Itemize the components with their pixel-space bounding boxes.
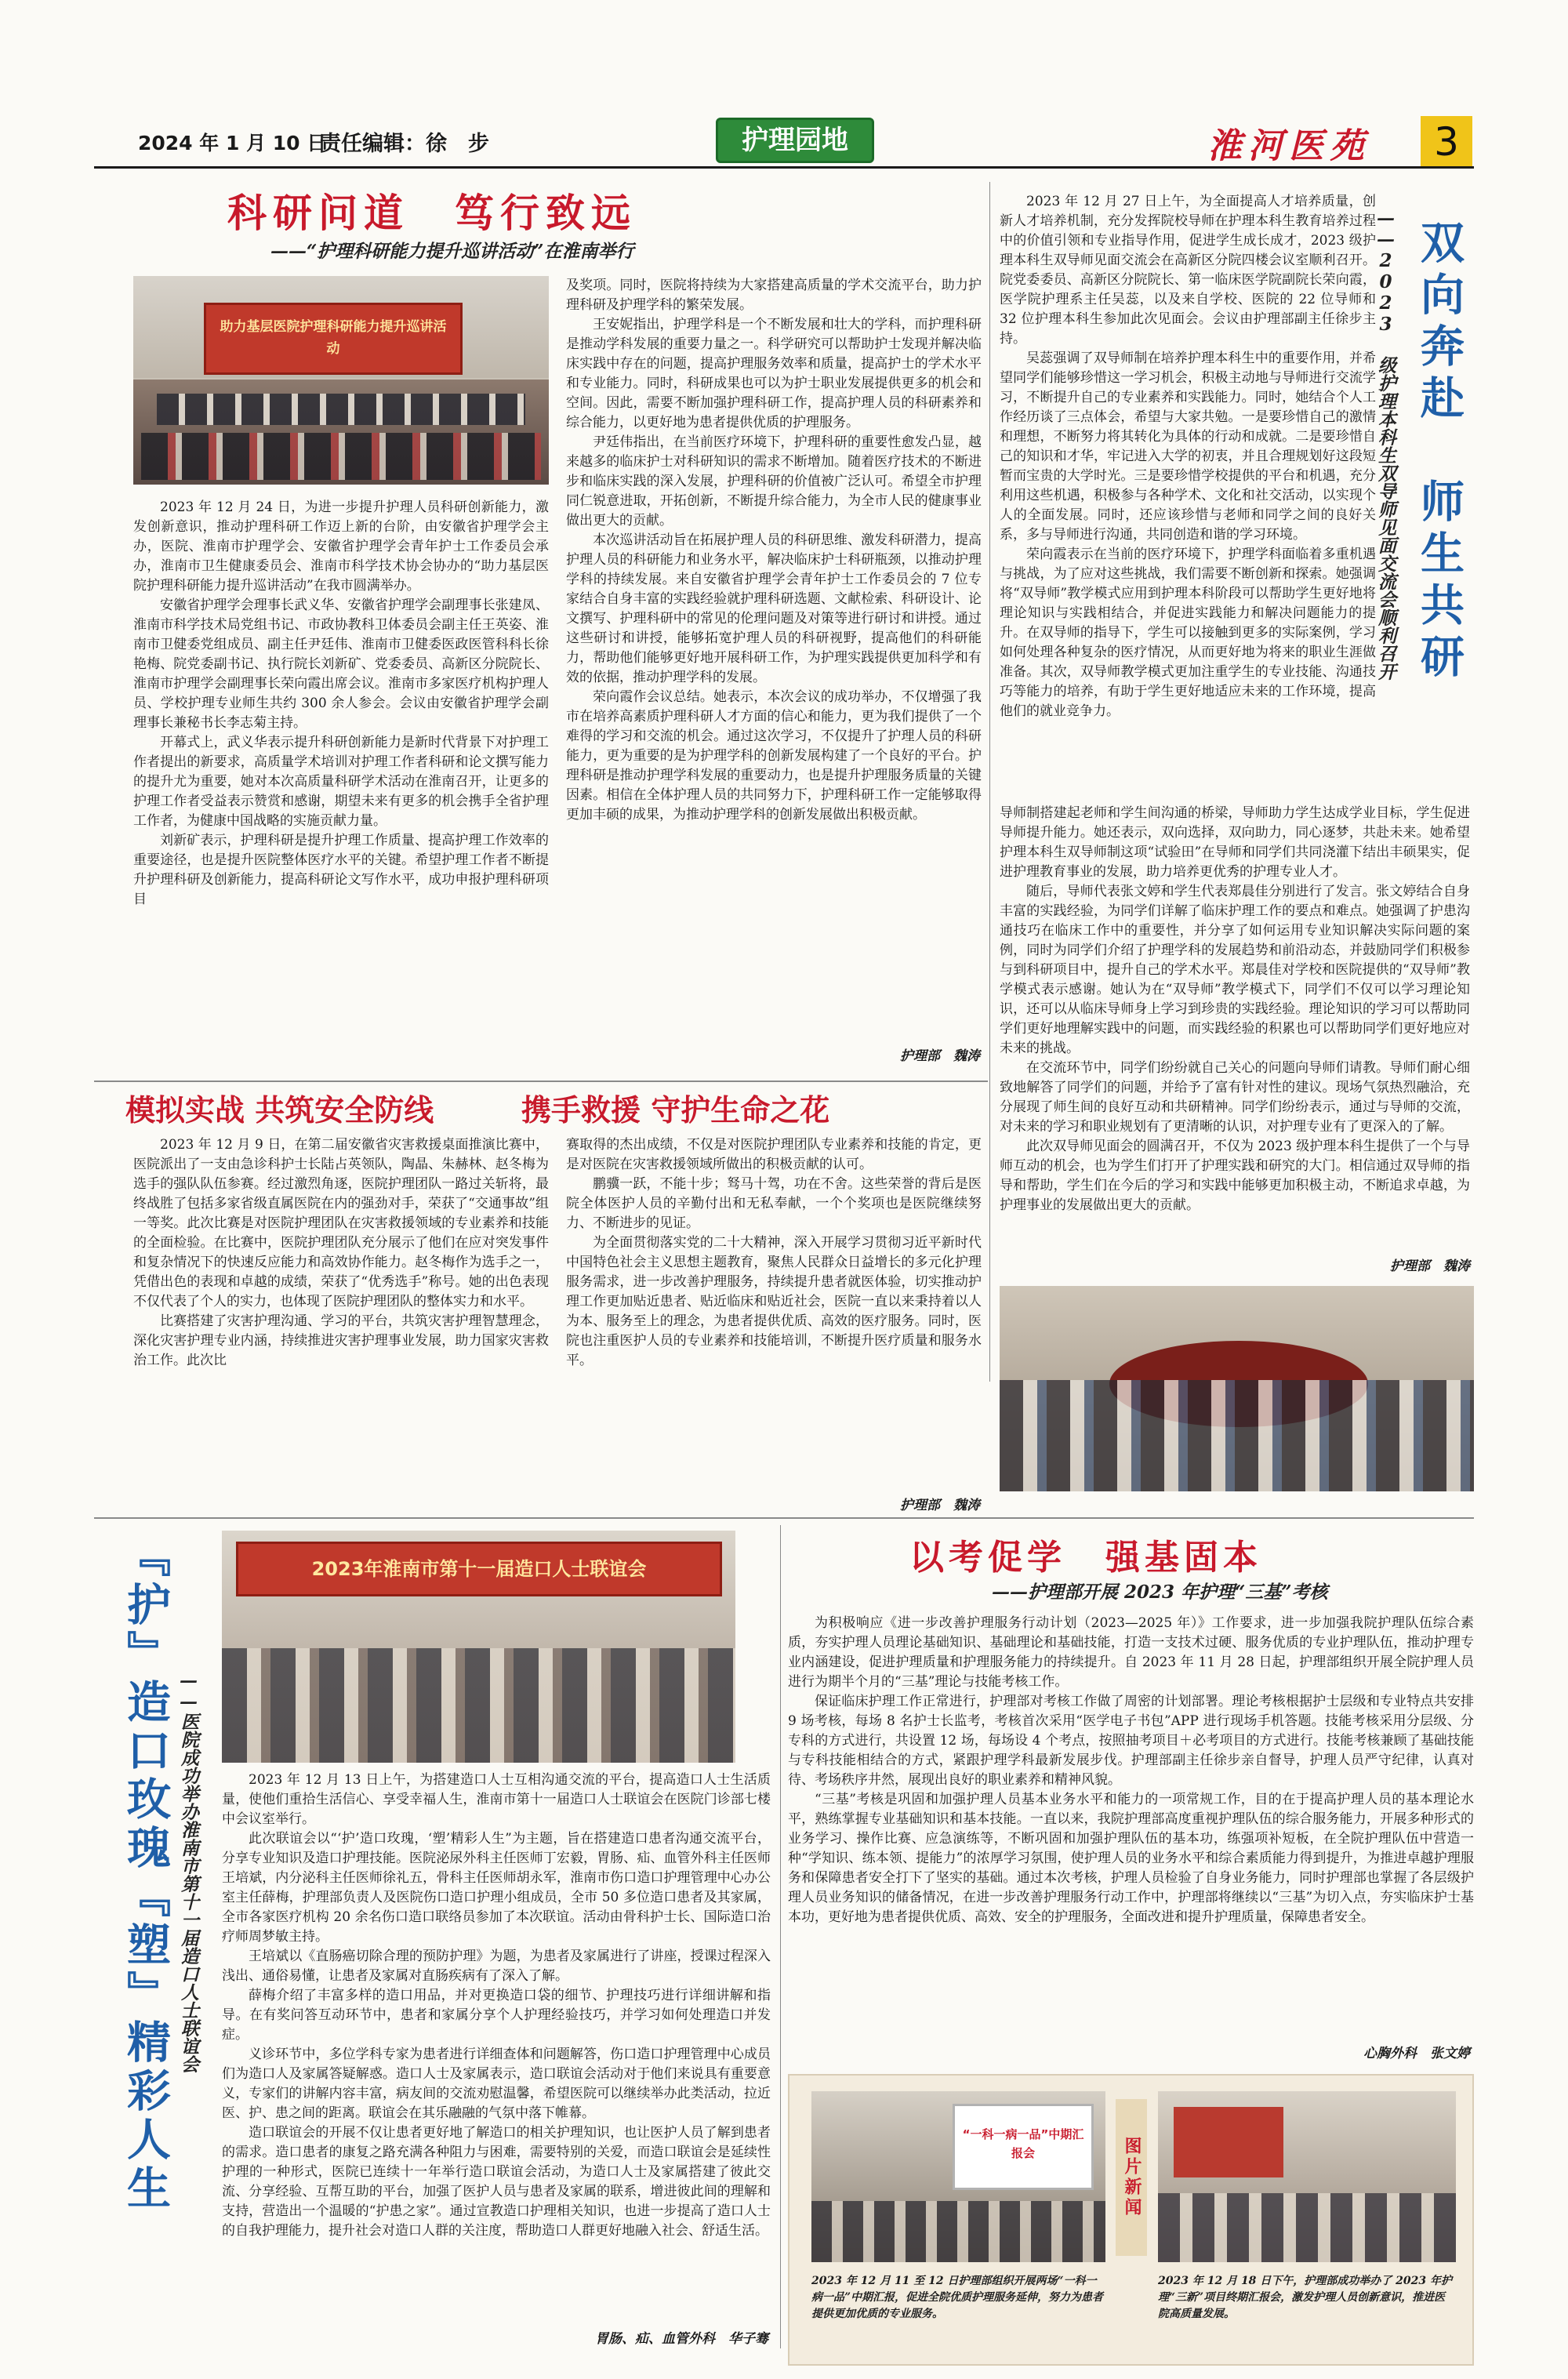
research-col-1 — [133, 498, 549, 1070]
mentor-bottom-text — [1000, 804, 1470, 1239]
paragraph: 2023 年 12 月 24 日，为进一步提升护理人员科研创新能力，激发创新意识，推动护理科研工作迈上新的台阶，由安徽省护理学会主办，医院、淮南市护理学会、安徽省护理学会青年护士工作委员会承办，淮南市卫生健康委员会、淮南市科学技术协会协办的“助力基层医院护理科研能力提升巡讲活动”在我市圆满举办。 — [133, 499, 549, 594]
paragraph: 2023 年 12 月 27 日上午，为全面提高人才培养质量，创新人才培养机制，充分发挥院校导师在护理本科生教育培养过程中的价值引领和专业指导作用，促进学生成长成才，2023 级护理本科生双导师见面交流会在高新区分院四楼会议室顺利召开。院党委委员、高新区分院院长、第一临床医学院副院长荣向霞，医学院护理系主任吴蕊，以及来自学校、医院的 22 位导师和 32 位护理本科生参加此次见面会。会议由护理部副主任徐步主持。 — [1000, 194, 1376, 347]
exam-title: 以考促学 强基固本 — [909, 1538, 1262, 1578]
masthead-bar — [0, 0, 1568, 165]
paragraph: 安徽省护理学会理事长武义华、安徽省护理学会副理事长张建凤、淮南市科学技术局党组书记、市政协教科卫体委员会副主任王英姿、淮南市卫健委党组成员、副主任尹廷伟、淮南市卫健委医政医管科科长徐艳梅、院党委副书记、执行院长刘新矿、党委委员、高新区分院院长、淮南市护理学会副理事长荣向霞出席会议。淮南市多家医疗机构护理人员、学校护理专业师生共约 300 余人参会。会议由安徽省护理学会副理事长兼秘书长李志菊主持。 — [133, 597, 549, 731]
rescue-signature: 护理部 魏涛 — [900, 1498, 980, 1513]
photo-news-caption-2: 2023 年 12 月 18 日下午，护理部成功举办了 2023 年护理“三新”项目终期汇报会，激发护理人员创新意识，推进医院高质量发展。 — [1158, 2275, 1453, 2320]
paragraph: 此次联谊会以“‘护’造口玫瑰，‘塑’精彩人生”为主题，旨在搭建造口患者沟通交流平台，分享专业知识及造口护理技能。医院泌尿外科主任医师丁宏毅，胃肠、疝、血管外科主任医师王培斌，内分泌科主任医师徐礼五，骨科主任医师胡永军，淮南市伤口造口护理管理中心办公室主任薛梅，护理部负责人及医院伤口造口护理小组成员，全市 50 多位造口患者及其家属，全市各家医疗机构 20 余名伤口造口联络员参加了本次联谊。活动由骨科护士长、国际造口治疗师周梦敏主持。 — [222, 1831, 771, 1945]
paragraph: 鹏骥一跃，不能十步；驽马十驾，功在不舍。这些荣誉的背后是医院全体医护人员的辛勤付出和无私奉献，一个个奖项也是医院继续努力、不断进步的见证。 — [566, 1176, 982, 1231]
mentor-subtitle-vertical: ——2023 级护理本科生双导师见面交流会顺利召开 — [1375, 208, 1396, 681]
paragraph: 本次巡讲活动旨在拓展护理人员的科研思维、激发科研潜力，提高护理人员的科研能力和业务水平，解决临床护士科研瓶颈，以推动护理学科的持续发展。来自安徽省护理学会青年护士工作委员会的 7 位专家结合自身丰富的实践经验就护理科研选题、文献检索、科研设计、论文撰写、护理科研中的常见的伦理问题及对策等进行研讨和讲授。通过这些研讨和讲授，能够拓宽护理人员的科研视野，提高他们的科研能力，帮助他们能够更好地开展科研工作，为护理实践提供更加科学和有效的依据，推动护理学科的发展。 — [566, 532, 982, 685]
research-photo-banner: 助力基层医院护理科研能力提升巡讲活动 — [220, 319, 447, 357]
ostomy-event-photo — [222, 1531, 735, 1763]
paragraph: 尹廷伟指出，在当前医疗环境下，护理科研的重要性愈发凸显，越来越多的临床护士对科研知识的需求不断增加。随着医疗技术的不断进步和临床实践的深入发展，护理科研的价值被广泛认可。希望全市护理同仁锐意进取，开拓创新，不断提升综合能力，为全市人民的健康事业做出更大的贡献。 — [566, 434, 982, 528]
paragraph: 赛取得的杰出成绩，不仅是对医院护理团队专业素养和技能的肯定，更是对医院在灾害救援领域所做出的积极贡献的认可。 — [566, 1137, 982, 1172]
page-number: 3 — [1434, 119, 1459, 165]
paragraph: 薛梅介绍了丰富多样的造口用品，并对更换造口袋的细节、护理技巧进行详细讲解和指导。在有奖问答互动环节中，患者和家属分享个人护理经验技巧，并学习如何处理造口并发症。 — [222, 1988, 771, 2043]
paragraph: 荣向霞表示在当前的医疗环境下，护理学科面临着多重机遇与挑战，为了应对这些挑战，我们需要不断创新和探索。她强调将“双导师”教学模式应用到护理本科阶段可以帮助学生更好地将理论知识与实践相结合，并促进实践能力和解决问题能力的提升。在双导师的指导下，学生可以接触到更多的实际案例，学习如何处理各种复杂的医疗情况，从而更好地为将来的职业生涯做准备。其次，双导师教学模式更加注重学生的专业技能、沟通技巧等能力的培养，有助于学生更好地适应未来的工作环境，提高他们的就业竞争力。 — [1000, 547, 1376, 719]
photo-news-box — [788, 2074, 1474, 2366]
rescue-title: 携手救援 守护生命之花 — [521, 1093, 830, 1128]
ostomy-signature: 胃肠、疝、血管外科 华子骞 — [595, 2331, 768, 2347]
header-rule — [94, 166, 1474, 169]
paragraph: 为积极响应《进一步改善护理服务行动计划（2023—2025 年）》工作要求，进一步加强我院护理队伍综合素质，夯实护理人员理论基础知识、基础理论和基础技能，打造一支技术过硬、服务优质的专业护理队伍，推动护理专业内涵建设，促进护理质量和护理服务能力的持续提升。自 2023 年 11 月 28 日起，护理部组织开展全院护理人员进行为期半个月的“三基”理论与技能考核工作。 — [788, 1615, 1474, 1690]
article-research-subtitle: ——“护理科研能力提升巡讲活动”在淮南举行 — [270, 241, 634, 262]
drill-title: 模拟实战 共筑安全防线 — [125, 1093, 434, 1128]
mentor-title-vertical: 双向奔赴 师生共研 — [1414, 220, 1465, 685]
page-number-box — [1421, 116, 1472, 168]
paragraph: 刘新矿表示，护理科研是提升护理工作质量、提高护理工作效率的重要途径，也是提升医院整体医疗水平的关键。希望护理工作者不断提升护理科研及创新能力，提高科研论文写作水平，成功申报护理科研项目 — [133, 833, 549, 907]
paragraph: 随后，导师代表张文婷和学生代表郑晨佳分别进行了发言。张文婷结合自身丰富的实践经验，为同学们详解了临床护理工作的要点和难点。她强调了护患沟通技巧在临床工作中的重要性，并分享了如何运用专业知识解决实际问题的案例，同时为同学们介绍了护理学科的发展趋势和前沿动态，并鼓励同学们积极参与到科研项目中，提升自己的学术水平。郑晨佳对学校和医院提供的“双导师”教学模式表示感谢。她认为在“双导师”教学模式下，同学们不仅可以学习理论知识，还可以从临床导师身上学习到珍贵的实践经验。理论知识的学习可以帮助同学们更好地理解实践中的问题，而实践经验的积累也可以帮助同学们更好地应对未来的挑战。 — [1000, 884, 1470, 1056]
divider — [780, 1525, 781, 2348]
ostomy-title-vertical: 『护』造口玫瑰『塑』精彩人生 — [120, 1533, 171, 2214]
photo-news-image-1 — [811, 2091, 1105, 2262]
section-label: 护理园地 — [742, 125, 848, 156]
ostomy-text — [222, 1771, 771, 2329]
paragraph: 及奖项。同时，医院将持续为大家搭建高质量的学术交流平台，助力护理科研及护理学科的繁荣发展。 — [566, 278, 982, 313]
research-col-2 — [566, 276, 982, 1044]
exam-signature: 心胸外科 张文婷 — [1363, 2046, 1470, 2061]
paragraph: 荣向霞作会议总结。她表示，本次会议的成功举办，不仅增强了我市在培养高素质护理科研人才方面的信心和能力，更为我们提供了一个难得的学习和交流的机会。通过这次学习，不仅提升了护理人员的科研能力，更为重要的是为护理学科的创新发展构建了一个良好的平台。护理科研是推动护理学科发展的重要动力，也是提升护理服务质量的关键因素。相信在全体护理人员的共同努力下，护理科研工作一定能够取得更加丰硕的成果，为推动护理学科的创新发展做出积极贡献。 — [566, 689, 982, 823]
drill-col-1 — [133, 1135, 549, 1509]
paragraph: 王培斌以《直肠癌切除合理的预防护理》为题，为患者及家属进行了讲座，授课过程深入浅出、通俗易懂，让患者及家属对直肠疾病有了深入了解。 — [222, 1949, 771, 1984]
paragraph: 造口联谊会的开展不仅让患者更好地了解造口的相关护理知识，也让医护人员了解到患者的需求。造口患者的康复之路充满各种阻力与困难，需要特别的关爱，而造口联谊会是延续性护理的一种形式，医院已连续十一年举行造口联谊会活动，为造口人士及家属搭建了彼此交流、分享经验、互帮互助的平台，加强了医护人员与患者及家属的联系，增进彼此间的理解和支持，营造出一个温暖的“护患之家”。通过宣教造口护理相关知识，也进一步提高了造口人士的自我护理能力，提升社会对造口人群的关注度，帮助造口人群更好地融入社会、舒适生活。 — [222, 2125, 771, 2239]
photo-news-image-2 — [1158, 2091, 1456, 2262]
header-editor: 责任编辑：徐 步 — [320, 132, 489, 156]
ostomy-photo-banner: 2023年淮南市第十一届造口人士联谊会 — [311, 1558, 647, 1580]
divider — [94, 1081, 988, 1082]
paragraph: “三基”考核是巩固和加强护理人员基本业务水平和能力的一项常规工作，目的在于提高护理人员的基本理论水平，熟练掌握专业基础知识和基本技能。一直以来，我院护理部高度重视护理队伍的综合服务能力，开展多种形式的业务学习、操作比赛、应急演练等，不断巩固和加强护理队伍的基本功，练强项补短板，在全院护理队伍中营造一种“学知识、练本领、提能力”的浓厚学习氛围，使护理人员的业务水平和综合素质能力得到提升，为推进卓越护理服务和保障患者安全打下了坚实的基础。通过本次考核，护理人员检验了自身业务能力，同时护理部也掌握了各层级护理人员业务知识的储备情况，在进一步改善护理服务行动工作中，护理部将继续以“三基”为切入点，夯实临床护士基本功，更好地为患者提供优质、高效、安全的护理服务，全面改进和提升护理质量，保障患者安全。 — [788, 1792, 1474, 1925]
divider — [989, 182, 990, 1382]
paragraph: 2023 年 12 月 13 日上午，为搭建造口人士互相沟通交流的平台，提高造口人士生活质量，使他们重拾生活信心、享受幸福人生，淮南市第十一届造口人士联谊会在医院门诊部七楼中会议室举行。 — [222, 1772, 771, 1827]
exam-text — [788, 1614, 1474, 2039]
paragraph: 吴蕊强调了双导师制在培养护理本科生中的重要作用，并希望同学们能够珍惜这一学习机会，积极主动地与导师进行交流学习，不断提升自己的专业素养和实践能力。同时，她结合个人工作经历谈了三点体会，希望与大家共勉。一是要珍惜自己的激情和理想，不断努力将其转化为具体的行动和成就。二是要珍惜自己的知识和才华，牢记进入大学的初衷，并且合理规划好这段短暂而宝贵的大学时光。三是要珍惜学校提供的平台和机遇，充分利用这些机遇，积极参与各种学术、文化和社交活动，以实现个人的全面发展。同时，还应该珍惜与老师和同学之间的良好关系，多与导师进行沟通，共同创造和谐的学习环境。 — [1000, 350, 1376, 543]
paragraph: 开幕式上，武义华表示提升科研创新能力是新时代背景下对护理工作者提出的新要求，高质量学术培训对护理工作者科研和论文撰写能力的提升尤为重要，她对本次高质量科研学术活动在淮南召开，让更多的护理工作者受益表示赞赏和感谢，期望未来有更多的机会携手全省护理工作者，为健康中国战略的实施贡献力量。 — [133, 735, 549, 829]
header-date: 2024 年 1 月 10 日 — [138, 132, 327, 154]
paper-name: 淮河医苑 — [1207, 126, 1370, 166]
paragraph: 保证临床护理工作正常进行，护理部对考核工作做了周密的计划部署。理论考核根据护士层级和专业特点共安排 9 场考核，每场 8 名护士长监考，考核首次采用“医学电子书包”APP 进行现场手机答题。技能考核采用分层级、分专科的方式进行，共设置 12 场，每场设 4 个考点，按照抽考项目＋必考项目的方式进行。技能考核兼顾了基础技能与专科技能相结合的方式，紧跟护理学科最新发展步伐。护理部副主任徐步亲自督导，护理人员严守纪律，认真对待、考场秩序井然，展现出良好的职业素养和精神风貌。 — [788, 1694, 1474, 1788]
mentor-top-text — [1000, 192, 1376, 804]
photo-news-label: 图片新闻 — [1116, 2099, 1147, 2256]
paragraph: 比赛搭建了灾害护理沟通、学习的平台，共筑灾害护理智慧理念，深化灾害护理专业内涵，持续推进灾害护理事业发展，助力国家灾害救治工作。此次比 — [133, 1313, 549, 1368]
divider — [94, 1517, 1474, 1519]
section-badge — [716, 118, 874, 163]
paragraph: 2023 年 12 月 9 日，在第二届安徽省灾害救援桌面推演比赛中，医院派出了一支由急诊科护士长陆占英领队，陶晶、朱赫林、赵冬梅为选手的强队队伍参赛。经过激烈角逐，医院护理团队一路过关斩将，最终战胜了包括多家省级直属医院在内的强劲对手，荣获了“交通事故”组一等奖。此次比赛是对医院护理团队在灾害救援领域的专业素养和技能的全面检验。在比赛中，医院护理团队充分展示了他们在应对突发事件和复杂情况下的快速反应能力和高效协作能力。赵冬梅作为选手之一，凭借出色的表现和卓越的成绩，荣获了“优秀选手”称号。她的出色表现不仅代表了个人的实力，也体现了医院护理团队的整体实力和水平。 — [133, 1137, 549, 1309]
paragraph: 在交流环节中，同学们纷纷就自己关心的问题向导师们请教。导师们耐心细致地解答了同学们的问题，并给予了富有针对性的建议。现场气氛热烈融洽，充分展现了师生间的良好互动和共研精神。同学们纷纷表示，通过与导师的交流，对未来的学习和职业规划有了更清晰的认识，对护理专业有了更深入的了解。 — [1000, 1060, 1470, 1135]
research-signature: 护理部 魏涛 — [900, 1048, 980, 1064]
paragraph: 义诊环节中，多位学科专家为患者进行详细查体和问题解答，伤口造口护理管理中心成员们为造口人及家属答疑解惑。造口人士及家属表示，造口联谊会活动对于他们来说具有重要意义，专家们的讲解内容丰富，病友间的交流劝慰温馨，希望医院可以继续举办此类活动，拉近医、护、患之间的距离。联谊会在其乐融融的气氛中落下帷幕。 — [222, 2047, 771, 2121]
photo-news-screen-text: “一科一病一品”中期汇报会 — [962, 2127, 1084, 2160]
mentor-meeting-photo — [1000, 1286, 1474, 1491]
research-event-photo — [133, 276, 549, 485]
exam-subtitle: ——护理部开展 2023 年护理“三基”考核 — [992, 1582, 1328, 1603]
paragraph: 为全面贯彻落实党的二十大精神，深入开展学习贯彻习近平新时代中国特色社会主义思想主题教育，聚焦人民群众日益增长的多元化护理服务需求，进一步改善护理服务，持续提升患者就医体验，切实推动护理工作更加贴近患者、贴近临床和贴近社会，医院一直以来秉持着以人为本、服务至上的理念，为患者提供优质、高效的医疗服务。同时，医院也注重医护人员的专业素养和技能培训，不断提升医疗质量和服务水平。 — [566, 1235, 982, 1368]
paragraph: 王安妮指出，护理学科是一个不断发展和壮大的学科，而护理科研是推动学科发展的重要力量之一。科学研究可以帮助护士发现并解决临床实践中存在的问题，提高护理服务效率和质量，提高护士的学术水平和专业能力。同时，科研成果也可以为护士职业发展提供更多的机会和空间。因此，需要不断加强护理科研工作，提高护理人员的科研素养和综合能力，以更好地为患者提供优质的护理服务。 — [566, 317, 982, 430]
rescue-col-1 — [566, 1135, 982, 1488]
photo-news-caption-1: 2023 年 12 月 11 至 12 日护理部组织开展两场“一科一病一品”中期汇报，促进全院优质护理服务延伸，努力为患者提供更加优质的专业服务。 — [811, 2275, 1104, 2320]
mentor-signature: 护理部 魏涛 — [1390, 1259, 1470, 1274]
article-research-title: 科研问道 笃行致远 — [227, 191, 637, 236]
ostomy-subtitle-vertical: ——医院成功举办淮南市第十一届造口人士联谊会 — [178, 1670, 199, 2073]
paragraph: 此次双导师见面会的圆满召开，不仅为 2023 级护理本科生提供了一个与导师互动的机会，也为学生们打开了护理实践和研究的大门。相信通过双导师的指导和帮助，学生们在今后的学习和实践中能够更加积极主动，不断追求卓越，为护理事业的发展做出更大的贡献。 — [1000, 1139, 1470, 1213]
paragraph: 导师制搭建起老师和学生间沟通的桥梁，导师助力学生达成学业目标，学生促进导师提升能力。她还表示，双向选择，双向助力，同心逐梦，共赴未来。她希望护理本科生双导师制这项“试验田”在导师和同学们共同浇灌下结出丰硕果实，促进护理教育事业的发展，助力培养更优秀的护理专业人才。 — [1000, 805, 1470, 880]
